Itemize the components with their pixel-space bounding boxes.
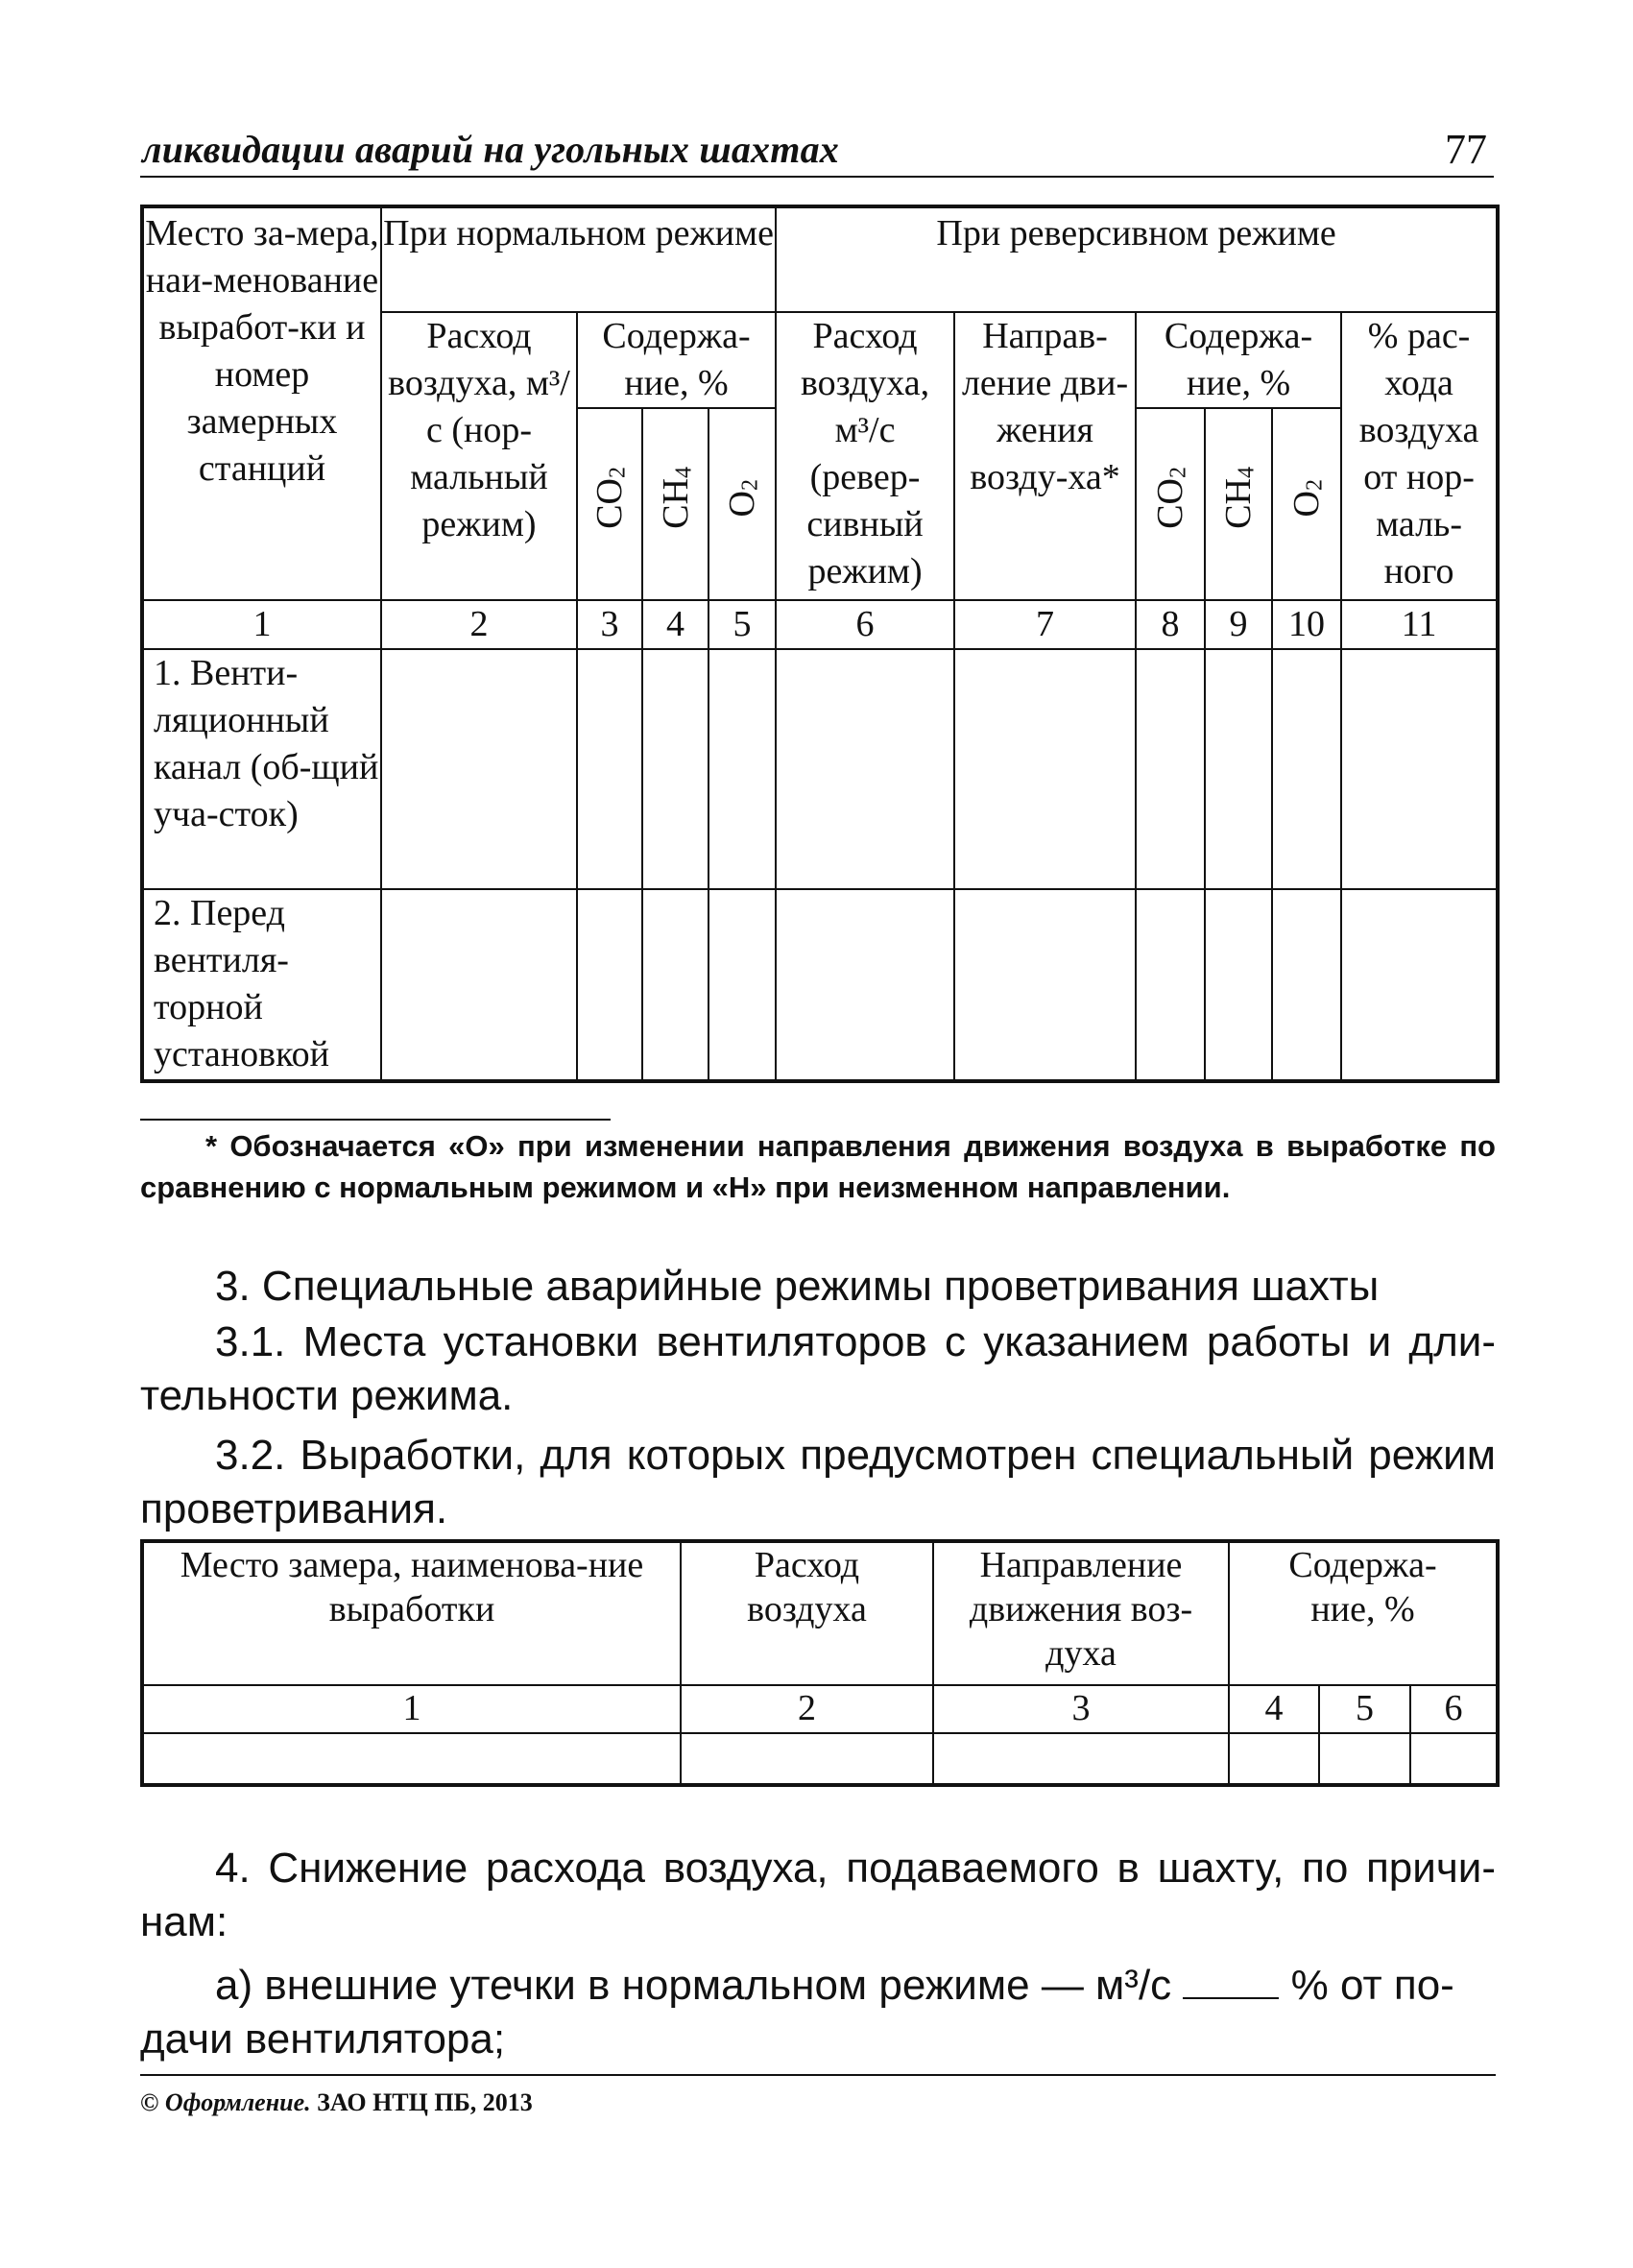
- o2-header-rev: $O_2$: [1272, 408, 1341, 600]
- col-number: 11: [1341, 600, 1498, 649]
- empty-cell[interactable]: [708, 649, 776, 889]
- col-number: 9: [1205, 600, 1272, 649]
- col-number: 6: [1410, 1685, 1498, 1733]
- col1-header: Место за-мера, наи-менование выработ-ки и номер замерных станций: [142, 206, 381, 600]
- empty-cell[interactable]: [577, 889, 642, 1081]
- empty-cell[interactable]: [642, 649, 708, 889]
- paragraph-3-2: 3.2. Выработки, для которых предусмотрен специальный режим проветривания.: [140, 1432, 1496, 1532]
- footnote: * Обозначается «О» при изменении направления движения воздуха в выработке по сравнению с нормальным режимом и «Н» при неизменном направлении.: [140, 1129, 1496, 1204]
- column-number-row: [142, 600, 1498, 649]
- percent-flow-header: % рас-хода воздуха от нор-маль-ного: [1341, 312, 1498, 600]
- empty-cell[interactable]: [577, 649, 642, 889]
- flow-reverse-header: Расход воздуха, м³/с (ревер-сивный режим): [776, 312, 954, 600]
- table-row: [142, 1733, 1498, 1785]
- section-3-title: 3. Специальные аварийные режимы проветривания шахты: [215, 1263, 1380, 1310]
- empty-cell[interactable]: [1229, 1733, 1319, 1785]
- empty-cell[interactable]: [1205, 649, 1272, 889]
- empty-cell[interactable]: [381, 649, 577, 889]
- col-number: 10: [1272, 600, 1341, 649]
- table-row: [142, 649, 1498, 889]
- col-number: 3: [933, 1685, 1229, 1733]
- col-number: 4: [1229, 1685, 1319, 1733]
- empty-cell[interactable]: [681, 1733, 933, 1785]
- t2-col4-header: Содержа-ние, %: [1229, 1541, 1498, 1685]
- special-mode-table: [140, 1539, 1500, 1787]
- t2-column-number-row: [142, 1685, 1498, 1733]
- footer-rule: [140, 2074, 1496, 2076]
- row-label: 1. Венти-ляционный канал (об-щий уча-сток): [142, 649, 381, 889]
- empty-cell[interactable]: [1341, 889, 1498, 1081]
- co2-header-rev: $CO_2$: [1136, 408, 1205, 600]
- copyright: © Оформление. ЗАО НТЦ ПБ, 2013: [140, 2088, 533, 2116]
- paragraph-4a: а) внешние утечки в нормальном режиме — м³/с % от по- дачи вентилятора;: [140, 1955, 1496, 2066]
- t2-col1-header: Место замера, наименова-ние выработки: [142, 1541, 681, 1685]
- col-number: 1: [142, 1685, 681, 1733]
- col-number: 6: [776, 600, 954, 649]
- ventilation-measurement-table: [140, 205, 1500, 1083]
- header-rule: [140, 176, 1494, 178]
- content-normal-header: Содержа-ние, %: [577, 312, 776, 408]
- t2-col2-header: Расход воздуха: [681, 1541, 933, 1685]
- empty-cell[interactable]: [1136, 889, 1205, 1081]
- empty-cell[interactable]: [708, 889, 776, 1081]
- col-number: 4: [642, 600, 708, 649]
- col-number: 3: [577, 600, 642, 649]
- col-number: 1: [142, 600, 381, 649]
- footnote-rule: [140, 1119, 611, 1121]
- empty-cell[interactable]: [1341, 649, 1498, 889]
- ch4-header: $CH_4$: [642, 408, 708, 600]
- col-number: 8: [1136, 600, 1205, 649]
- empty-cell[interactable]: [381, 889, 577, 1081]
- col-number: 7: [954, 600, 1136, 649]
- col-number: 5: [708, 600, 776, 649]
- row-label: 2. Перед вентиля-торной установкой: [142, 889, 381, 1081]
- blank-line[interactable]: [1183, 1955, 1279, 1999]
- content-reverse-header: Содержа-ние, %: [1136, 312, 1341, 408]
- ch4-header-rev: $CH_4$: [1205, 408, 1272, 600]
- col-number: 5: [1319, 1685, 1410, 1733]
- t2-col3-header: Направление движения воз-духа: [933, 1541, 1229, 1685]
- reverse-mode-header: При реверсивном режиме: [776, 206, 1498, 312]
- empty-cell[interactable]: [954, 649, 1136, 889]
- empty-cell[interactable]: [933, 1733, 1229, 1785]
- flow-normal-header: Расход воздуха, м³/с (нор-мальный режим): [381, 312, 577, 600]
- table-row: [142, 889, 1498, 1081]
- empty-cell[interactable]: [954, 889, 1136, 1081]
- empty-cell[interactable]: [1272, 889, 1341, 1081]
- running-title: ликвидации аварий на угольных шахтах: [142, 128, 839, 171]
- paragraph-3-1: 3.1. Места установки вентиляторов с указанием работы и дли-тельности режима.: [140, 1318, 1496, 1419]
- direction-header: Направ-ление дви-жения возду-ха*: [954, 312, 1136, 600]
- empty-cell[interactable]: [642, 889, 708, 1081]
- normal-mode-header: При нормальном режиме: [381, 206, 776, 312]
- empty-cell[interactable]: [776, 649, 954, 889]
- col-number: 2: [381, 600, 577, 649]
- co2-header: $CO_2$: [577, 408, 642, 600]
- empty-cell[interactable]: [1205, 889, 1272, 1081]
- empty-cell[interactable]: [1136, 649, 1205, 889]
- empty-cell[interactable]: [142, 1733, 681, 1785]
- empty-cell[interactable]: [1319, 1733, 1410, 1785]
- col-number: 2: [681, 1685, 933, 1733]
- page-number: 77: [1445, 126, 1487, 173]
- paragraph-4: 4. Снижение расхода воздуха, подаваемого в шахту, по причи-нам:: [140, 1845, 1496, 1945]
- empty-cell[interactable]: [776, 889, 954, 1081]
- o2-header: $O_2$: [708, 408, 776, 600]
- empty-cell[interactable]: [1410, 1733, 1498, 1785]
- empty-cell[interactable]: [1272, 649, 1341, 889]
